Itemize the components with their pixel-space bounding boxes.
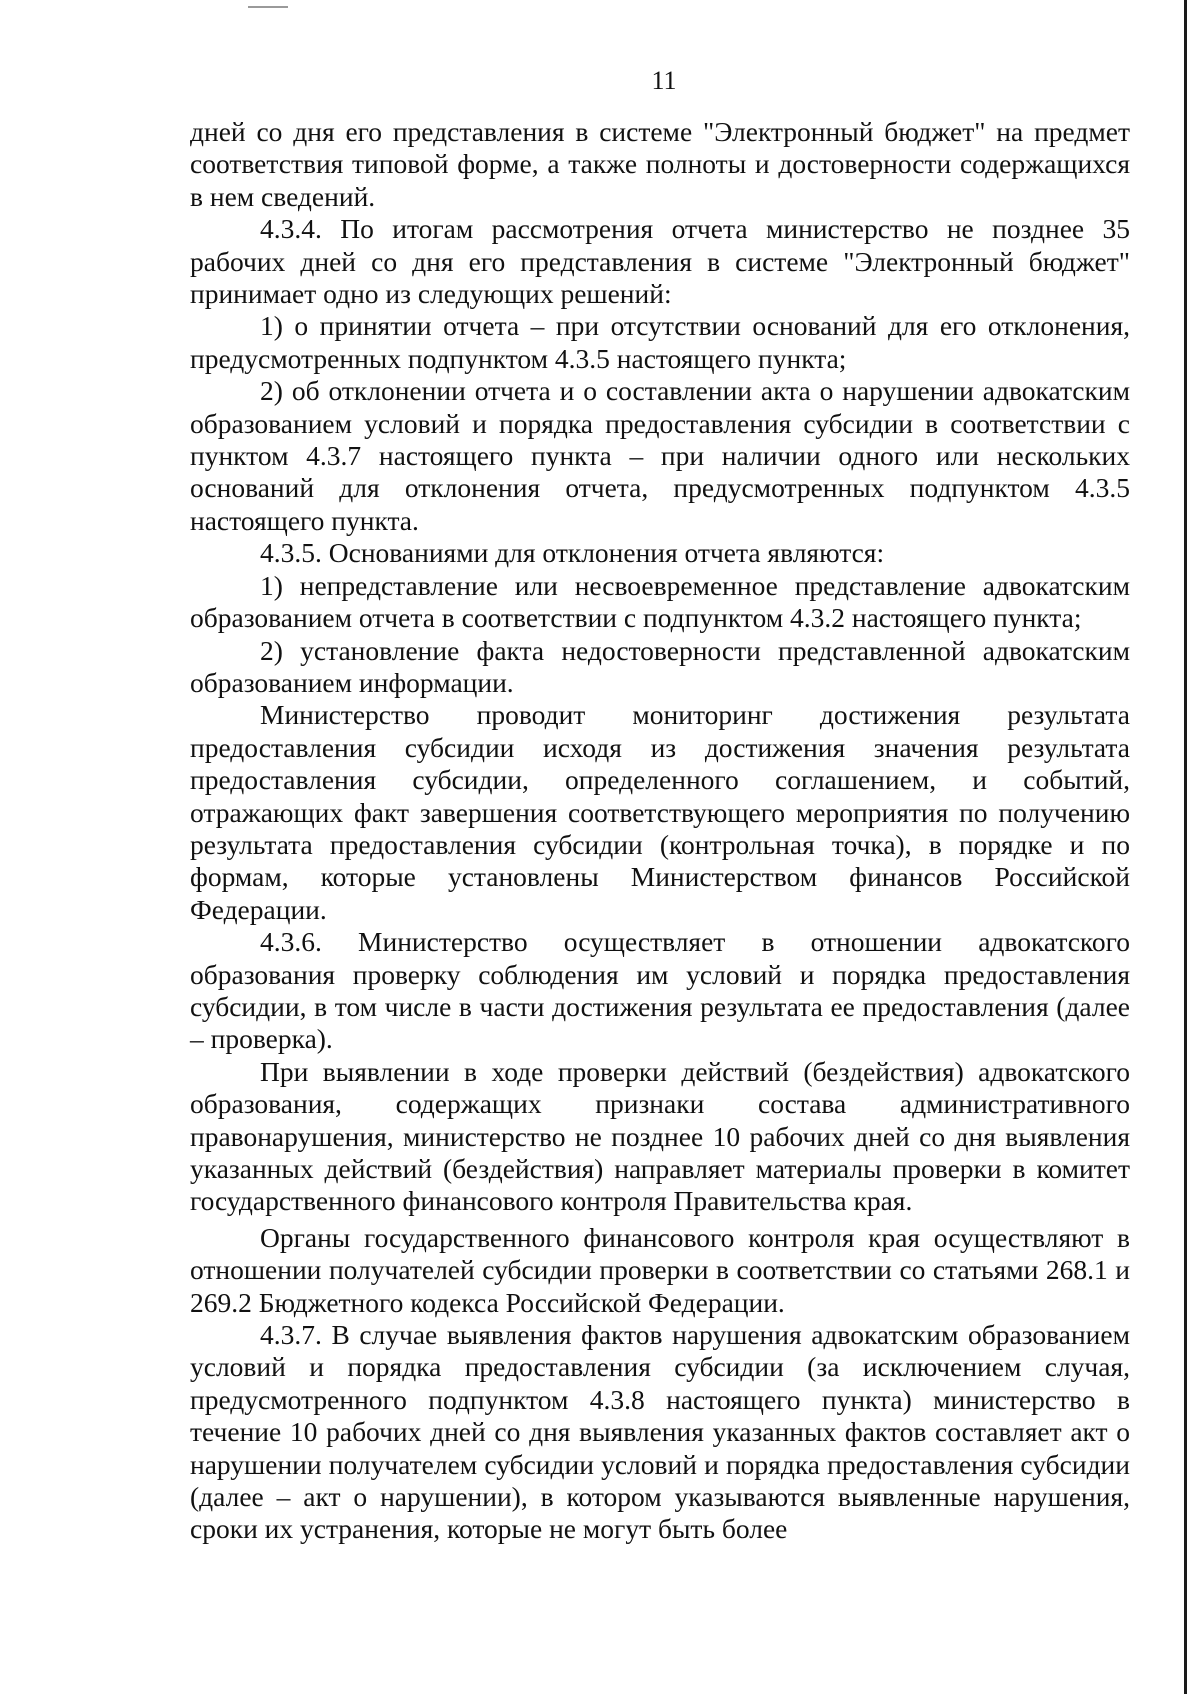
paragraph-4-3-4: 4.3.4. По итогам рассмотрения отчета министерство не позднее 35 рабочих дней со дня его представления в системе "Электронный бюджет" принимает одно из следующих решений:: [190, 213, 1130, 310]
page-edge-line: [1184, 0, 1187, 1694]
paragraph-violations: При выявлении в ходе проверки действий (бездействия) адвокатского образования, содержащих признаки состава административного правонарушения, министерство не позднее 10 рабочих дней со дня выявления указанных действий (бездействия) направляет материалы проверки в комитет государственного финансового контроля Правительства края.: [190, 1055, 1130, 1217]
page-number: 11: [651, 66, 677, 95]
paragraph-4-3-6: 4.3.6. Министерство осуществляет в отношении адвокатского образования проверку соблюдения им условий и порядка предоставления субсидии, в том числе в части достижения результата ее предоставления (далее – проверка).: [190, 926, 1130, 1055]
paragraph-4-3-4-item-1: 1) о принятии отчета – при отсутствии оснований для его отклонения, предусмотренных подпунктом 4.3.5 настоящего пункта;: [190, 310, 1130, 374]
paragraph-4-3-4-item-2: 2) об отклонении отчета и о составлении акта о нарушении адвокатским образованием условий и порядка предоставления субсидии в соответствии с пунктом 4.3.7 настоящего пункта – при наличии одного или нескольких оснований для отклонения отчета, предусмотренных подпунктом 4.3.5 настоящего пункта.: [190, 375, 1130, 536]
paragraph-4-3-7: 4.3.7. В случае выявления фактов нарушения адвокатским образованием условий и порядка предоставления субсидии (за исключением случая, предусмотренного подпунктом 4.3.8 настоящего пункта) министерство в течение 10 рабочих дней со дня выявления указанных фактов составляет акт о нарушении получателем субсидии условий и порядка предоставления субсидии (далее – акт о нарушении), в котором указываются выявленные нарушения, сроки их устранения, которые не могут быть более: [190, 1319, 1130, 1545]
paragraph-4-3-5-item-1: 1) непредставление или несвоевременное представление адвокатским образованием отчета в соответствии с подпунктом 4.3.2 настоящего пункта;: [190, 569, 1130, 634]
document-body: [190, 116, 1130, 1546]
paragraph-monitoring: Министерство проводит мониторинг достижения результата предоставления субсидии исходя из достижения значения результата предоставления субсидии, определенного соглашением, и событий, отражающих факт завершения соответствующего мероприятия по получению результата предоставления субсидии (контрольная точка), в порядке и по формам, которые установлены Министерством финансов Российской Федерации.: [190, 699, 1130, 925]
paragraph-4-3-5-item-2: 2) установление факта недостоверности представленной адвокатским образованием информации.: [190, 634, 1130, 698]
paragraph-continuation: дней со дня его представления в системе "Электронный бюджет" на предмет соответствия типовой форме, а также полноты и достоверности содержащихся в нем сведений.: [190, 116, 1130, 212]
paragraph-control-bodies: Органы государственного финансового контроля края осуществляют в отношении получателей субсидии проверки в соответствии со статьями 268.1 и 269.2 Бюджетного кодекса Российской Федерации.: [190, 1221, 1130, 1318]
scan-artifact: [248, 6, 288, 8]
paragraph-4-3-5: 4.3.5. Основаниями для отклонения отчета являются:: [260, 537, 885, 569]
